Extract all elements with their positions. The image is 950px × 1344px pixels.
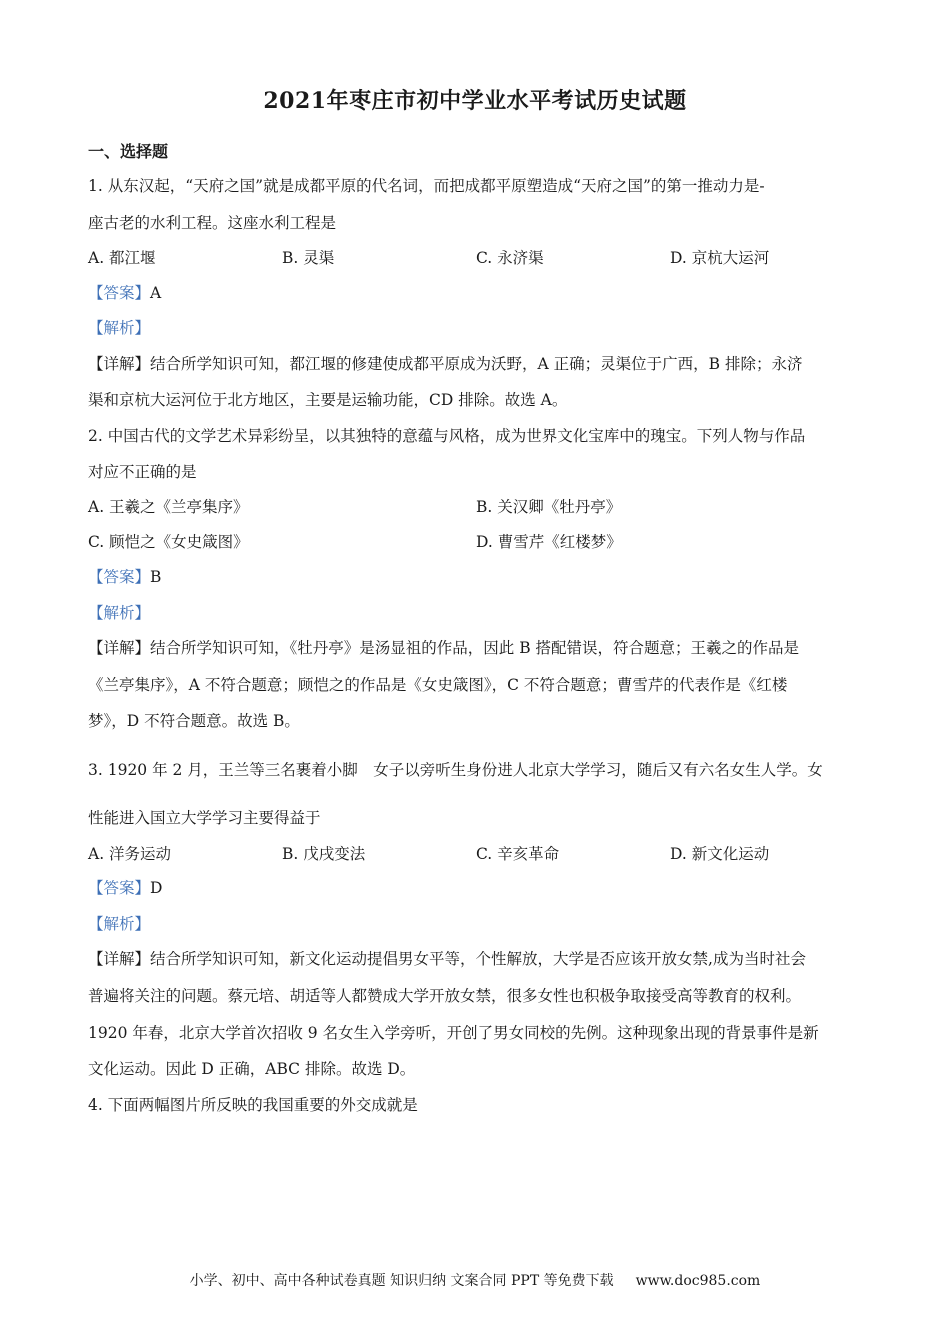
answer-tag: 【答案】	[88, 568, 151, 586]
q3-detail-line4: 文化运动。因此 D 正确，ABC 排除。故选 D。	[88, 1060, 416, 1078]
q2-stem-line2: 对应不正确的是	[88, 463, 197, 481]
q3-answer-value: D	[150, 879, 163, 897]
q2-stem-line1: 2. 中国古代的文学艺术异彩纷呈，以其独特的意蕴与风格，成为世界文化宝库中的瑰宝。下列人物与作品	[88, 427, 806, 445]
q1-answer	[88, 283, 161, 303]
q1-detail-line2: 渠和京杭大运河位于北方地区，主要是运输功能，CD 排除。故选 A。	[88, 391, 568, 409]
q2-answer-value: B	[150, 568, 162, 586]
q2-analysis-tag: 【解析】	[88, 604, 151, 622]
q1-option-b: B. 灵渠	[282, 249, 335, 267]
detail-tag: 【详解】	[88, 639, 151, 657]
detail-tag: 【详解】	[88, 355, 151, 373]
q3-detail-text: 结合所学知识可知，新文化运动提倡男女平等，个性解放，大学是否应该开放女禁,成为当时社会	[150, 950, 806, 968]
q1-stem-line1: 1. 从东汉起，“天府之国”就是成都平原的代名词，而把成都平原塑造成“天府之国”的第一推动力是-	[88, 177, 765, 195]
q2-detail-line1	[88, 638, 799, 658]
q2-detail-line2: 《兰亭集序》，A 不符合题意；顾恺之的作品是《女史箴图》，C 不符合题意；曹雪芹的代表作是《红楼	[88, 676, 788, 694]
q3-analysis-tag: 【解析】	[88, 915, 151, 933]
footer-url[interactable]: www.doc985.com	[635, 1273, 761, 1289]
detail-tag: 【详解】	[88, 950, 151, 968]
q1-option-c: C. 永济渠	[476, 249, 544, 267]
footer-text: 小学、初中、高中各种试卷真题 知识归纳 文案合同 PPT 等免费下载	[189, 1273, 614, 1289]
q3-stem-line1: 3. 1920 年 2 月，王兰等三名裹着小脚 女子以旁听生身份进人北京大学学习，随后又有六名女生人学。女	[88, 761, 823, 779]
page-title: 2021年枣庄市初中学业水平考试历史试题	[263, 88, 687, 114]
answer-tag: 【答案】	[88, 284, 151, 302]
q1-answer-value: A	[150, 284, 162, 302]
section-heading: 一、选择题	[88, 142, 169, 161]
q1-option-d: D. 京杭大运河	[670, 249, 770, 267]
q1-option-a: A. 都江堰	[88, 249, 156, 267]
q2-detail-line3: 梦》，D 不符合题意。故选 B。	[88, 712, 300, 730]
q3-detail-line3: 1920 年春，北京大学首次招收 9 名女生入学旁听，开创了男女同校的先例。这种现象出现的背景事件是新	[88, 1024, 819, 1042]
q3-option-d: D. 新文化运动	[670, 845, 770, 863]
q2-option-d: D. 曹雪芹《红楼梦》	[476, 533, 622, 551]
q2-option-c: C. 顾恺之《女史箴图》	[88, 533, 249, 551]
q2-option-b: B. 关汉卿《牡丹亭》	[476, 498, 622, 516]
q1-analysis-tag: 【解析】	[88, 319, 151, 337]
q2-detail-text: 结合所学知识可知，《牡丹亭》是汤显祖的作品，因此 B 搭配错误，符合题意；王羲之的作品是	[150, 639, 800, 657]
q3-option-b: B. 戊戌变法	[282, 845, 366, 863]
q3-stem-line2: 性能进入国立大学学习主要得益于	[88, 809, 321, 827]
answer-tag: 【答案】	[88, 879, 151, 897]
q3-detail-line2: 普遍将关注的问题。蔡元培、胡适等人都赞成大学开放女禁，很多女性也积极争取接受高等教育的权利。	[88, 987, 802, 1005]
q3-detail-line1	[88, 949, 806, 969]
q1-detail-text: 结合所学知识可知，都江堰的修建使成都平原成为沃野，A 正确；灵渠位于广西，B 排除；永济	[150, 355, 803, 373]
q1-stem-line2: 座古老的水利工程。这座水利工程是	[88, 214, 337, 232]
q2-answer	[88, 567, 161, 587]
q1-detail-line1	[88, 354, 802, 374]
q3-option-c: C. 辛亥革命	[476, 845, 560, 863]
q4-stem-line1: 4. 下面两幅图片所反映的我国重要的外交成就是	[88, 1096, 418, 1114]
q3-option-a: A. 洋务运动	[88, 845, 172, 863]
page-footer	[0, 1270, 950, 1290]
q2-option-a: A. 王羲之《兰亭集序》	[88, 498, 249, 516]
q3-answer	[88, 878, 162, 898]
